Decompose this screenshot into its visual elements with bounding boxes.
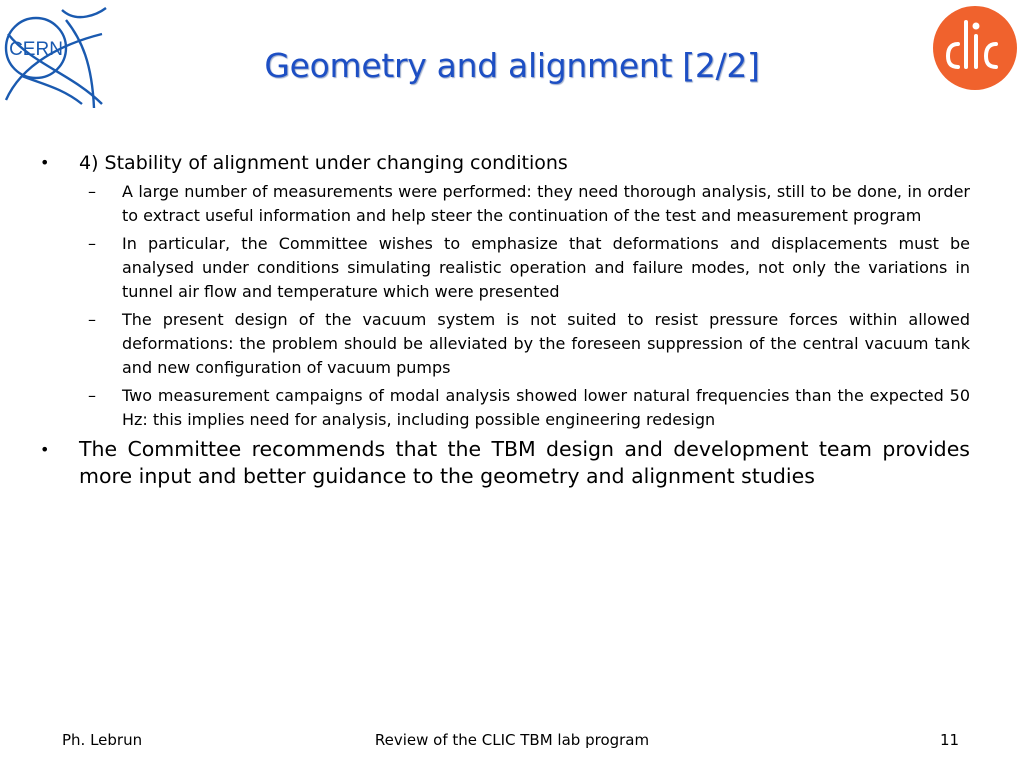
subitem-measurements	[88, 180, 970, 228]
bullet-marker: •	[40, 440, 50, 459]
subitem-vacuum	[88, 308, 970, 380]
footer-event: Review of the CLIC TBM lab program	[374, 731, 650, 749]
dash-marker: –	[88, 386, 96, 405]
bullet-marker: •	[40, 153, 50, 172]
footer-author: Ph. Lebrun	[62, 731, 143, 749]
slide-body	[38, 150, 970, 490]
subitem-text: The present design of the vacuum system is not suited to resist pressure forces within allowed deformations: the problem should be alleviated by the foreseen suppression of the central vacuum tank and new configuration of vacuum pumps	[122, 310, 970, 377]
dash-marker: –	[88, 182, 96, 201]
subitem-text: Two measurement campaigns of modal analysis showed lower natural frequencies than the expected 50 Hz: this implies need for analysis, including possible engineering redesign	[122, 386, 970, 429]
slide-title: Geometry and alignment [2/2]	[264, 46, 760, 85]
subitem-text: A large number of measurements were performed: they need thorough analysis, still to be done, in order to extract useful information and help steer the continuation of the test and measurement program	[122, 182, 970, 225]
bullet-text: 4) Stability of alignment under changing conditions	[79, 152, 568, 174]
bullet-text: The Committee recommends that the TBM design and development team provides more input and better guidance to the geometry and alignment studies	[79, 437, 970, 488]
footer-page-number: 11	[940, 731, 960, 749]
subitem-deformations	[88, 232, 970, 304]
bullet-stability	[38, 150, 970, 176]
dash-marker: –	[88, 234, 96, 253]
bullet-recommendation	[38, 436, 970, 490]
subitem-text: In particular, the Committee wishes to emphasize that deformations and displacements must be analysed under conditions simulating realistic operation and failure modes, not only the variations in tunnel air flow and temperature which were presented	[122, 234, 970, 301]
subitem-modal-analysis	[88, 384, 970, 432]
dash-marker: –	[88, 310, 96, 329]
cern-logo-text: CERN	[9, 39, 63, 60]
clic-logo-text: CLIC	[973, 86, 977, 87]
